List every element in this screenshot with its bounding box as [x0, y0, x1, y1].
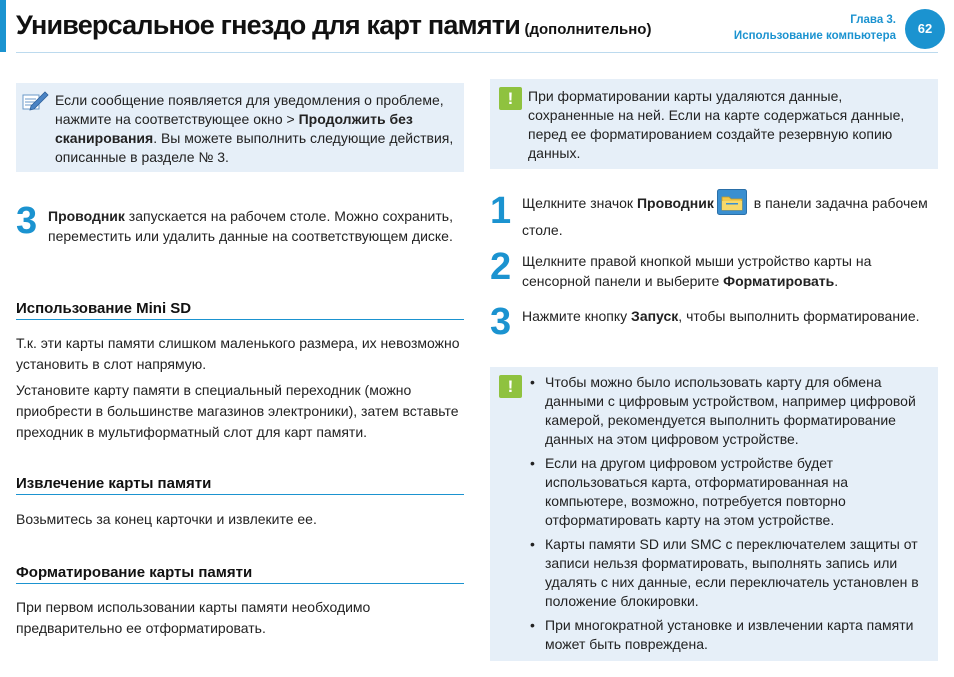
section-heading-mini-sd: Использование Mini SD — [16, 300, 464, 320]
header-divider — [16, 52, 938, 53]
note-text: Если сообщение появляется для уведомления о проблеме, нажмите на соответствующее окно > Продолжить без сканирования. Вы можете выполнить следующие действия, описанные в разделе № 3. — [55, 92, 454, 165]
chapter-number: Глава 3. — [850, 14, 896, 26]
exclamation-icon: ! — [499, 375, 522, 398]
note-pencil-icon — [21, 89, 49, 118]
page-number-badge: 62 — [905, 9, 945, 49]
left-step-text: Проводник запускается на рабочем столе. Можно сохранить, переместить или удалить данные на соответствующем диске. — [48, 208, 453, 244]
right-step-text-1: Щелкните значок Проводник в панели задачна рабочем столе. — [522, 190, 932, 243]
chapter-label — [734, 12, 896, 44]
note-box — [16, 83, 464, 172]
page-title — [16, 10, 651, 41]
warning-box-top — [490, 79, 938, 169]
section-heading-extract: Извлечение карты памяти — [16, 475, 464, 495]
section-heading-format: Форматирование карты памяти — [16, 564, 464, 584]
format-paragraph: При первом использовании карты памяти необходимо предварительно ее отформатировать. — [16, 599, 371, 636]
right-step-number-2: 2 — [490, 246, 512, 288]
file-explorer-icon — [717, 189, 747, 215]
mini-sd-paragraph-1: Т.к. эти карты памяти слишком маленького размера, их невозможно установить в слот напрямую. — [16, 335, 460, 372]
list-item: • Чтобы можно было использовать карту для обмена данными с цифровым устройством, например цифровой камерой, рекомендуется выполнить форматирование данных на этом цифровом устройстве. — [528, 373, 933, 449]
warning-list — [528, 373, 933, 659]
right-step-number-1: 1 — [490, 190, 512, 232]
page-title-suffix: (дополнительно) — [524, 21, 652, 38]
warning-top-text: При форматировании карты удаляются данные, сохраненные на ней. Если на карте содержаться данные, перед ее форматированием создайте резервную копию данных. — [528, 88, 905, 161]
list-item: • Карты памяти SD или SMC с переключателем защиты от записи нельзя форматировать, выполнять запись или удалять с них данные, если переключатель установлен в положение блокировки. — [528, 535, 933, 611]
note-bold-action: Продолжить без сканирования — [55, 111, 413, 146]
list-item: • Если на другом цифровом устройстве будет использоваться карта, отформатированная на компьютере, возможно, потребуется повторно отформатировать карту на этом устройстве. — [528, 454, 933, 530]
list-item: • При многократной установке и извлечении карта памяти может быть повреждена. — [528, 616, 933, 654]
chapter-name: Использование компьютера — [733, 30, 896, 42]
warning-box-bottom — [490, 367, 938, 661]
accent-bar — [0, 0, 6, 52]
left-step-number: 3 — [16, 200, 38, 242]
right-step-number-3: 3 — [490, 301, 512, 343]
exclamation-icon: ! — [499, 87, 522, 110]
page-title-main: Универсальное гнездо для карт памяти — [16, 10, 520, 40]
right-step-text-2: Щелкните правой кнопкой мыши устройство карты на сенсорной панели и выберите Форматировать. — [522, 253, 872, 289]
right-step-text-3: Нажмите кнопку Запуск, чтобы выполнить форматирование. — [522, 308, 920, 324]
mini-sd-paragraph-2: Установите карту памяти в специальный переходник (можно приобрести в большинстве магазинов электроники), затем вставьте преходник в мультиформатный слот для карт памяти. — [16, 382, 459, 440]
extract-paragraph: Возьмитесь за конец карточки и извлеките ее. — [16, 511, 317, 527]
